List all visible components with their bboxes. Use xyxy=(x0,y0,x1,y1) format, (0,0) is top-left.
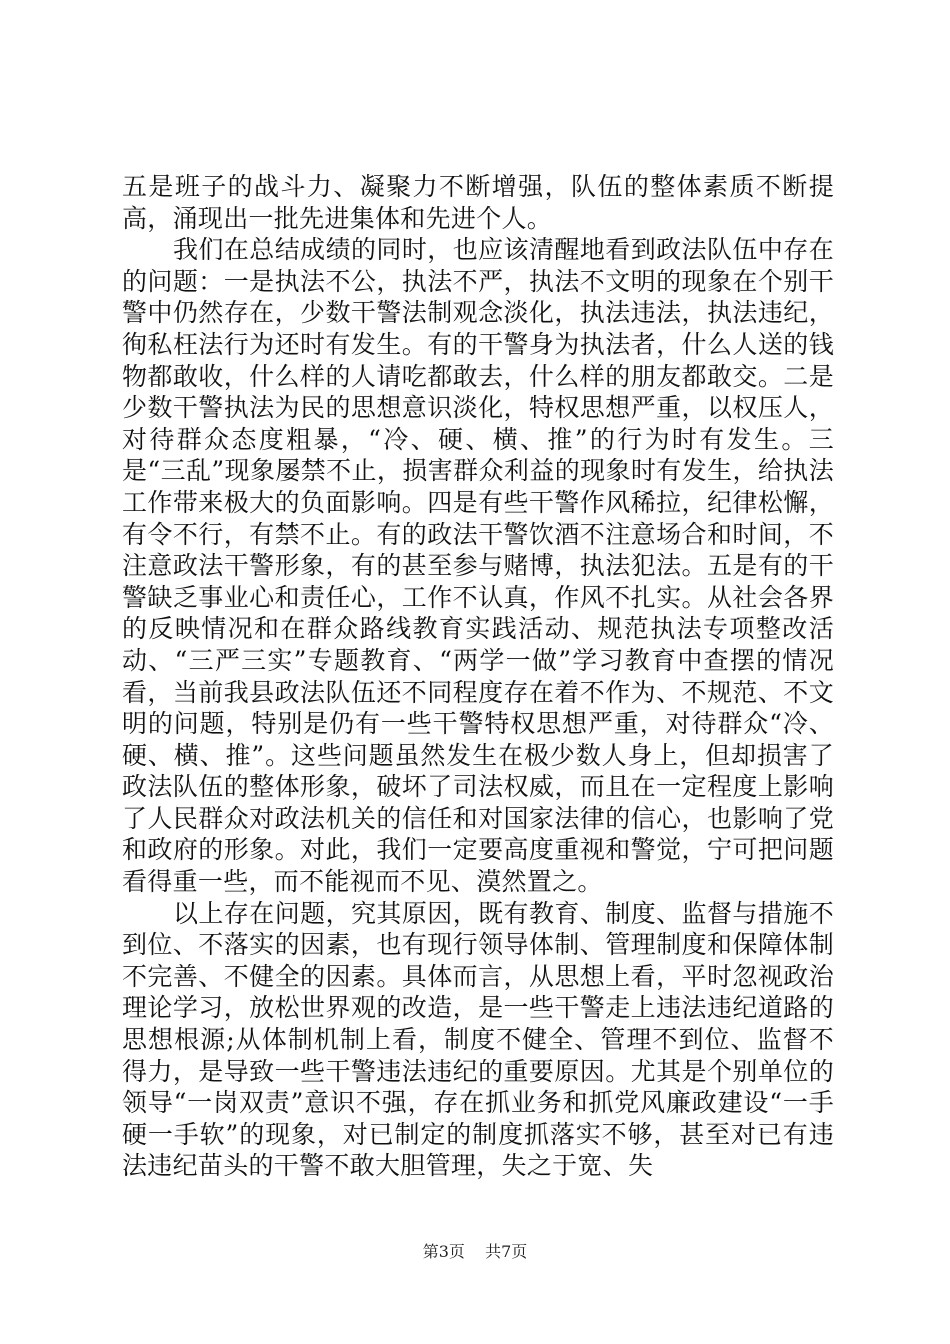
page-number: 第3页 xyxy=(422,1242,465,1261)
page-footer xyxy=(0,1242,950,1262)
document-body xyxy=(122,171,834,1182)
paragraph-2: 我们在总结成绩的同时，也应该清醒地看到政法队伍中存在的问题：一是执法不公，执法不严，执法不文明的现象在个别干警中仍然存在，少数干警法制观念淡化，执法违法，执法违纪，徇私枉法行为还时有发生。有的干警身为执法者，什么人送的钱物都敢收，什么样的人请吃都敢去，什么样的朋友都敢交。二是少数干警执法为民的思想意识淡化，特权思想严重，以权压人，对待群众态度粗暴，“冷、硬、横、推”的行为时有发生。三是“三乱”现象屡禁不止，损害群众利益的现象时有发生，给执法工作带来极大的负面影响。四是有些干警作风稀拉，纪律松懈，有令不行，有禁不止。有的政法干警饮酒不注意场合和时间，不注意政法干警形象，有的甚至参与赌博，执法犯法。五是有的干警缺乏事业心和责任心，工作不认真，作风不扎实。从社会各界的反映情况和在群众路线教育实践活动、规范执法专项整改活动、“三严三实”专题教育、“两学一做”学习教育中查摆的情况看，当前我县政法队伍还不同程度存在着不作为、不规范、不文明的问题，特别是仍有一些干警特权思想严重，对待群众“冷、硬、横、推”。这些问题虽然发生在极少数人身上，但却损害了政法队伍的整体形象，破坏了司法权威，而且在一定程度上影响了人民群众对政法机关的信任和对国家法律的信心，也影响了党和政府的形象。对此，我们一定要高度重视和警觉，宁可把问题看得重一些，而不能视而不见、漠然置之。 xyxy=(122,235,834,897)
paragraph-3: 以上存在问题，究其原因，既有教育、制度、监督与措施不到位、不落实的因素，也有现行领导体制、管理制度和保障体制不完善、不健全的因素。具体而言，从思想上看，平时忽视政治理论学习，放松世界观的改造，是一些干警走上违法违纪道路的思想根源;从体制机制上看，制度不健全、管理不到位、监督不得力，是导致一些干警违法违纪的重要原因。尤其是个别单位的领导“一岗双责”意识不强，存在抓业务和抓党风廉政建设“一手硬一手软”的现象，对已制定的制度抓落实不够，甚至对已有违法违纪苗头的干警不敢大胆管理，失之于宽、失 xyxy=(122,898,834,1181)
paragraph-1: 五是班子的战斗力、凝聚力不断增强，队伍的整体素质不断提高，涌现出一批先进集体和先进个人。 xyxy=(122,172,834,233)
page-total: 共7页 xyxy=(485,1242,528,1261)
